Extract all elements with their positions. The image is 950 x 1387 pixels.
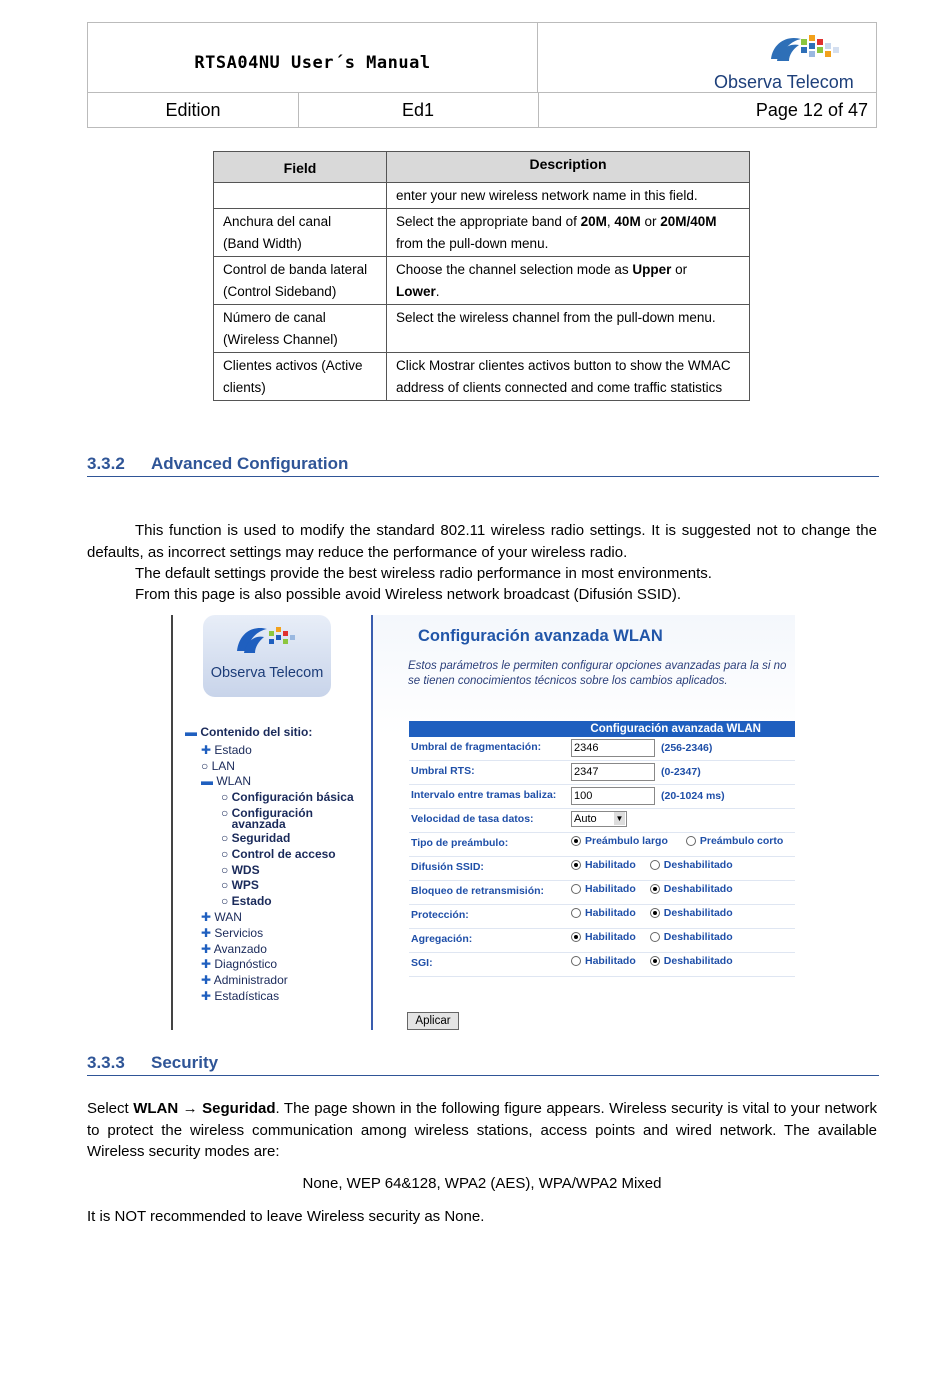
desc-bold: Lower xyxy=(396,283,436,299)
radio-aggr-disabled[interactable] xyxy=(650,932,660,942)
site-tree xyxy=(185,725,354,1005)
radio-label: Deshabilitado xyxy=(663,859,733,871)
advanced-wlan-form xyxy=(409,721,795,977)
security-modes: None, WEP 64&128, WPA2 (AES), WPA/WPA2 Mixed xyxy=(302,1175,662,1192)
tree-item-avanzado[interactable]: ✚ Avanzado xyxy=(201,941,267,956)
radio-label: Habilitado xyxy=(585,883,636,895)
tree-item-wlan[interactable]: ▬ WLAN xyxy=(201,774,252,789)
table-row xyxy=(214,353,750,401)
radio-ssid-disabled[interactable] xyxy=(650,860,660,870)
tree-label: WDS xyxy=(231,862,260,877)
radio-ssid-enabled[interactable] xyxy=(571,860,581,870)
form-label: Intervalo entre tramas baliza: xyxy=(411,789,557,801)
tree-label: Estado xyxy=(231,894,272,909)
radio-label: Deshabilitado xyxy=(663,955,733,967)
range-hint: (256-2346) xyxy=(661,741,713,754)
form-row-rate xyxy=(409,809,795,833)
radio-label: Habilitado xyxy=(585,859,636,871)
field-cell xyxy=(214,257,387,305)
tree-item-wan[interactable]: ✚ WAN xyxy=(201,909,242,924)
desc-text: Select the appropriate band of xyxy=(396,214,581,229)
form-label: Umbral RTS: xyxy=(411,765,475,777)
form-label: Protección: xyxy=(411,909,469,921)
edition-label: Edition xyxy=(88,93,299,127)
text: . The page shown in the following figure appears. Wireless security is vital to your network to protect the wireless communication among wireless stations, access points and wired network. The available Wireless security modes are: xyxy=(87,1100,877,1160)
radio-prot-enabled[interactable] xyxy=(571,908,581,918)
page-header xyxy=(87,22,877,128)
field-cell xyxy=(214,353,387,401)
tree-item-estadisticas[interactable]: ✚ Estadísticas xyxy=(201,988,280,1003)
form-label: Velocidad de tasa datos: xyxy=(411,813,534,825)
tree-label: Configuración básica xyxy=(231,790,354,805)
field-name-en: (Control Sideband) xyxy=(223,283,337,299)
desc-text: or xyxy=(640,214,661,229)
radio-label: Deshabilitado xyxy=(663,907,733,919)
desc-cell: enter your new wireless network name in this field. xyxy=(387,182,750,209)
table-row xyxy=(214,305,750,353)
page-number: Page 12 of 47 xyxy=(755,100,868,120)
tree-root-label: Contenido del sitio: xyxy=(200,725,313,739)
tree-item-wlan-estado[interactable]: ○ Estado xyxy=(221,894,272,909)
table-header-row xyxy=(214,152,750,183)
form-header: Configuración avanzada WLAN xyxy=(409,721,795,737)
site-sidebar xyxy=(173,615,373,1030)
form-label: Umbral de fragmentación: xyxy=(411,741,542,753)
tree-label: Avanzado xyxy=(213,941,267,956)
tree-label: Configuración avanzada xyxy=(231,805,313,831)
tree-item-wds[interactable]: ○ WDS xyxy=(221,862,260,877)
field-cell xyxy=(214,209,387,257)
desc-bold: 40M xyxy=(614,214,641,229)
router-screenshot xyxy=(171,615,795,1030)
section-number: 3.3.2 xyxy=(87,454,125,473)
radio-label: Preámbulo corto xyxy=(699,835,784,847)
col-field-header: Field xyxy=(214,152,387,183)
form-row-aggregation xyxy=(409,929,795,953)
menu-path: Seguridad xyxy=(202,1100,276,1117)
tree-item-estado[interactable]: ✚ Estado xyxy=(201,742,252,757)
tree-item-administrador[interactable]: ✚ Administrador xyxy=(201,973,288,988)
panel-description: Estos parámetros le permiten configurar opciones avanzadas para la si no se tienen conocimientos técnicos sobre los cambios aplicados. xyxy=(408,660,787,687)
tree-item-config-basica[interactable]: ○ Configuración básica xyxy=(221,790,354,805)
tree-item-wps[interactable]: ○ WPS xyxy=(221,878,259,893)
manual-title: RTSA04NU User´s Manual xyxy=(194,53,431,73)
desc-text: . xyxy=(435,283,440,299)
radio-label: Preámbulo largo xyxy=(585,835,668,847)
tree-label: LAN xyxy=(211,758,235,773)
radio-preamble-short[interactable] xyxy=(686,836,696,846)
fragmentation-input[interactable]: 2346 xyxy=(571,739,655,757)
tree-root: ▬ Contenido del sitio: xyxy=(185,725,313,739)
field-cell xyxy=(214,182,387,209)
paragraph: It is NOT recommended to leave Wireless security as None. xyxy=(87,1208,485,1225)
tree-label: Estado xyxy=(214,742,252,757)
form-row-rts xyxy=(409,761,795,785)
tree-label: WAN xyxy=(214,909,242,924)
desc-cell: Select the wireless channel from the pull-down menu. xyxy=(387,305,750,353)
range-hint: (20-1024 ms) xyxy=(661,789,725,802)
form-label: Bloqueo de retransmisión: xyxy=(411,885,545,897)
desc-cell xyxy=(387,209,750,257)
section-number: 3.3.3 xyxy=(87,1053,125,1072)
field-name-en: clients) xyxy=(223,379,266,395)
radio-retrans-enabled[interactable] xyxy=(571,884,581,894)
range-hint: (0-2347) xyxy=(661,765,701,778)
paragraph: From this page is also possible avoid Wireless network broadcast (Difusión SSID). xyxy=(135,586,682,603)
desc-text: Choose the channel selection mode as xyxy=(396,262,633,277)
sidebar-logo xyxy=(203,615,331,697)
form-row-preamble xyxy=(409,833,795,857)
tree-label: Estadísticas xyxy=(214,988,280,1003)
tree-item-diagnostico[interactable]: ✚ Diagnóstico xyxy=(201,957,278,972)
tree-item-servicios[interactable]: ✚ Servicios xyxy=(201,925,264,940)
observa-logo-icon xyxy=(227,621,307,665)
form-row-retrans xyxy=(409,881,795,905)
desc-text: or xyxy=(671,262,688,277)
desc-text: from the pull-down menu. xyxy=(396,235,549,251)
radio-aggr-enabled[interactable] xyxy=(571,932,581,942)
radio-label: Deshabilitado xyxy=(663,883,733,895)
panel-title: Configuración avanzada WLAN xyxy=(418,627,663,645)
tree-item-seguridad[interactable]: ○ Seguridad xyxy=(221,830,291,845)
col-desc-header: Description xyxy=(387,152,750,183)
arrow-icon: → xyxy=(178,1100,203,1117)
table-row xyxy=(214,257,750,305)
form-label: Difusión SSID: xyxy=(411,861,484,873)
edition-value: Ed1 xyxy=(298,93,539,127)
paragraph: This function is used to modify the standard 802.11 wireless radio settings. It is suggested not to change the defaults, as incorrect settings may reduce the performance of your wireless radio. xyxy=(87,522,877,561)
apply-button[interactable]: Aplicar xyxy=(407,1012,459,1030)
section-heading-security xyxy=(87,1053,879,1076)
text: Select xyxy=(87,1100,134,1117)
table-row xyxy=(214,182,750,209)
field-name-en: (Band Width) xyxy=(223,235,302,251)
section-title: Security xyxy=(151,1053,219,1072)
field-name: Número de canal xyxy=(223,310,326,325)
paragraph: The default settings provide the best wireless radio performance in most environments. xyxy=(135,565,712,582)
tree-label: WLAN xyxy=(216,774,252,789)
form-row-protection xyxy=(409,905,795,929)
header-title-cell xyxy=(88,23,538,93)
header-logo-cell xyxy=(538,23,876,93)
desc-cell: Click Mostrar clientes activos button to show the WMAC address of clients connected and come traffic statistics xyxy=(387,353,750,401)
form-row-beacon xyxy=(409,785,795,809)
radio-label: Habilitado xyxy=(585,907,636,919)
tree-label: Diagnóstico xyxy=(214,957,278,972)
tree-item-lan[interactable]: ○ LAN xyxy=(201,758,235,773)
desc-cell xyxy=(387,257,750,305)
field-name: Anchura del canal xyxy=(223,214,332,229)
beacon-input[interactable]: 100 xyxy=(571,787,655,805)
tree-label: WPS xyxy=(231,878,259,893)
menu-path: WLAN xyxy=(133,1100,179,1117)
config-panel xyxy=(373,615,795,1030)
desc-text: , xyxy=(606,214,615,229)
tree-item-control-acceso[interactable]: ○ Control de acceso xyxy=(221,846,336,861)
radio-preamble-long[interactable] xyxy=(571,836,581,846)
tree-label: Servicios xyxy=(214,925,264,940)
form-row-sgi xyxy=(409,953,795,977)
radio-sgi-disabled[interactable] xyxy=(650,956,660,966)
radio-label: Habilitado xyxy=(585,931,636,943)
radio-retrans-disabled[interactable] xyxy=(650,884,660,894)
sidebar-logo-text: Observa Telecom xyxy=(210,665,324,681)
radio-label: Habilitado xyxy=(585,955,636,967)
field-description-table xyxy=(213,151,750,401)
radio-sgi-enabled[interactable] xyxy=(571,956,581,966)
desc-bold: 20M xyxy=(580,214,607,229)
section-heading-advanced xyxy=(87,454,879,477)
field-name: Control de banda lateral xyxy=(223,262,368,277)
tree-item-config-avanzada[interactable]: ○ Configuración avanzada xyxy=(185,806,354,831)
form-label: Tipo de preámbulo: xyxy=(411,837,509,849)
section-title: Advanced Configuration xyxy=(151,454,349,473)
field-name-en: (Wireless Channel) xyxy=(223,331,338,347)
table-row xyxy=(214,209,750,257)
form-label: SGI: xyxy=(411,957,433,969)
desc-bold: 20M/40M xyxy=(660,214,717,229)
field-name: Clientes activos (Active xyxy=(223,358,363,373)
header-logo-text: Observa Telecom xyxy=(714,72,854,92)
radio-prot-disabled[interactable] xyxy=(650,908,660,918)
rate-select[interactable]: Auto ▼ xyxy=(571,811,627,827)
form-row-ssid xyxy=(409,857,795,881)
tree-label: Administrador xyxy=(213,973,288,988)
tree-label: Control de acceso xyxy=(231,846,336,861)
rts-input[interactable]: 2347 xyxy=(571,763,655,781)
radio-label: Deshabilitado xyxy=(663,931,733,943)
tree-label: Seguridad xyxy=(231,830,291,845)
form-row-fragmentation xyxy=(409,737,795,761)
form-label: Agregación: xyxy=(411,933,473,945)
paragraph xyxy=(87,1098,877,1163)
field-cell xyxy=(214,305,387,353)
desc-bold: Upper xyxy=(632,262,672,277)
